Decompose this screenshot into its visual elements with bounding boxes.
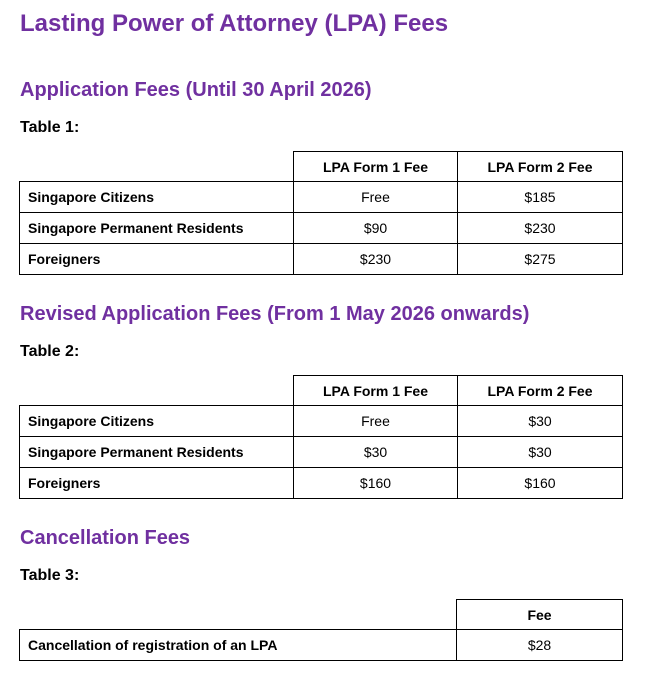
fees-table-1 — [19, 151, 623, 275]
column-header-form-2: LPA Form 2 Fee — [458, 376, 623, 406]
fee-cell: $230 — [294, 244, 458, 275]
fee-cell: $30 — [294, 437, 458, 468]
table-row — [20, 182, 623, 213]
row-label: Singapore Permanent Residents — [20, 213, 294, 244]
table-header-row — [20, 600, 623, 630]
fee-cell: $185 — [458, 182, 623, 213]
table-row — [20, 213, 623, 244]
fee-cell: $28 — [457, 630, 623, 661]
row-label: Cancellation of registration of an LPA — [20, 630, 457, 661]
fee-cell: $275 — [458, 244, 623, 275]
table-label-2: Table 2: — [20, 343, 80, 360]
fee-cell: $160 — [458, 468, 623, 499]
table-label-3: Table 3: — [20, 567, 80, 584]
row-label: Singapore Citizens — [20, 406, 294, 437]
column-header-form-1: LPA Form 1 Fee — [294, 152, 458, 182]
table-row — [20, 437, 623, 468]
fee-cell: $160 — [294, 468, 458, 499]
fee-cell: $90 — [294, 213, 458, 244]
fee-cell: $30 — [458, 406, 623, 437]
table-header-row — [20, 376, 623, 406]
row-label: Foreigners — [20, 244, 294, 275]
column-header-fee: Fee — [457, 600, 623, 630]
section-heading-revised-application-fees: Revised Application Fees (From 1 May 2026 onwards) — [20, 303, 530, 325]
table-row — [20, 406, 623, 437]
fee-cell: $30 — [458, 437, 623, 468]
row-label: Singapore Citizens — [20, 182, 294, 213]
table-row — [20, 244, 623, 275]
fee-cell: $230 — [458, 213, 623, 244]
row-label: Foreigners — [20, 468, 294, 499]
table-label-1: Table 1: — [20, 119, 80, 136]
fees-table-3 — [19, 599, 623, 661]
table-row — [20, 468, 623, 499]
fee-cell: Free — [294, 406, 458, 437]
page-title: Lasting Power of Attorney (LPA) Fees — [20, 10, 449, 37]
fees-table-2 — [19, 375, 623, 499]
column-header-form-2: LPA Form 2 Fee — [458, 152, 623, 182]
section-heading-application-fees: Application Fees (Until 30 April 2026) — [20, 79, 372, 101]
table-row — [20, 630, 623, 661]
row-label: Singapore Permanent Residents — [20, 437, 294, 468]
fee-cell: Free — [294, 182, 458, 213]
table-header-row — [20, 152, 623, 182]
column-header-form-1: LPA Form 1 Fee — [294, 376, 458, 406]
section-heading-cancellation-fees: Cancellation Fees — [20, 527, 191, 549]
